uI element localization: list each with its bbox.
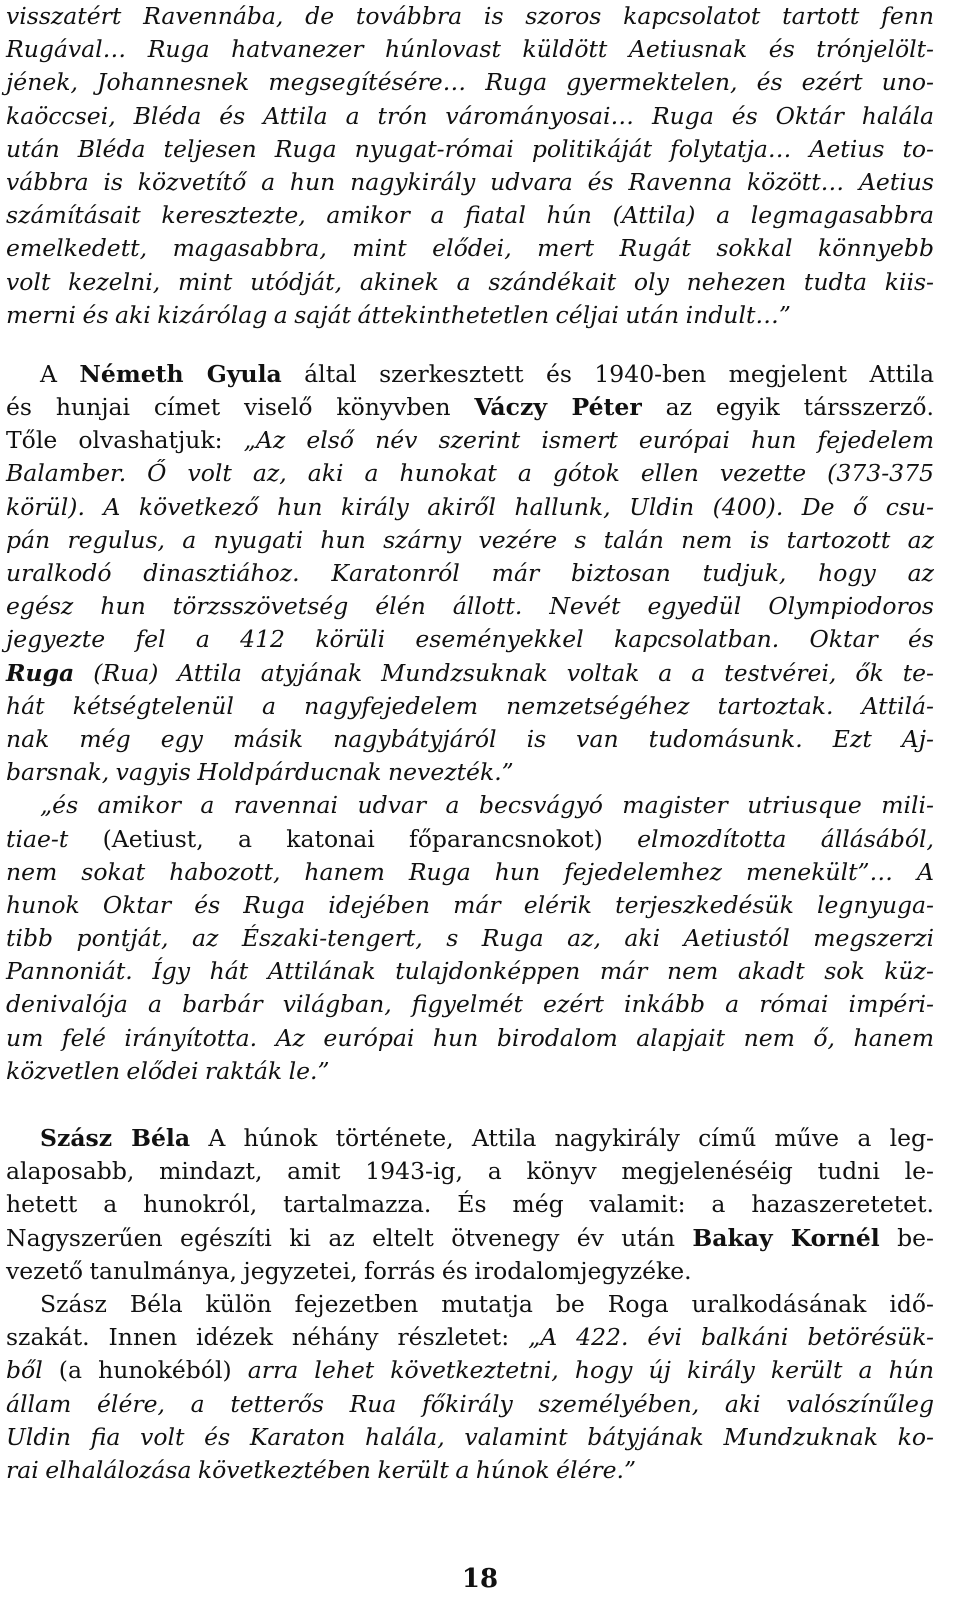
page-number: 18 bbox=[461, 1564, 499, 1594]
text-line: „és amikor a ravennai udvar a becsvágyó magister utriusque mili- bbox=[40, 791, 934, 820]
text-run: szakát. Innen idézek néhány részletet: bbox=[6, 1323, 529, 1352]
text-line: um felé irányította. Az európai hun birodalom alapjait nem ő, hanem bbox=[6, 1023, 934, 1052]
text-run: tiae-t bbox=[6, 824, 103, 853]
author-name: Németh Gyula bbox=[79, 359, 282, 388]
nemeth-paragraph bbox=[6, 358, 934, 789]
text-line: merni és aki kizárólag a saját áttekinthetetlen céljai után indult…” bbox=[6, 300, 791, 329]
text-run: (a hunokéból) bbox=[42, 1356, 248, 1385]
text-line: hát kétségtelenül a nagyfejedelem nemzetségéhez tartoztak. Attilá- bbox=[6, 691, 934, 720]
text-line bbox=[6, 358, 934, 391]
text-run: (Rua) Attila atyjának Mundzsuknak voltak a a testvérei, ők te- bbox=[74, 658, 934, 687]
text-run: elmozdította állásából, bbox=[602, 824, 935, 853]
text-line bbox=[6, 823, 934, 856]
quote-paragraph-1 bbox=[6, 0, 934, 332]
text-line: barsnak, vagyis Holdpárducnak nevezték.” bbox=[6, 758, 514, 787]
text-run: és hunjai címet viselő könyvben bbox=[6, 393, 475, 422]
text-line: körül). A következő hun király akiről hallunk, Uldin (400). De ő csu- bbox=[6, 492, 934, 521]
paragraph-spacer bbox=[6, 1088, 934, 1122]
highlighted-name: Ruga bbox=[6, 658, 75, 687]
text-line bbox=[6, 657, 934, 690]
document-page bbox=[6, 0, 934, 1487]
text-line: kaöccsei, Bléda és Attila a trón várományosai… Ruga és Oktár halála bbox=[6, 101, 934, 130]
text-run: ből bbox=[6, 1356, 43, 1385]
text-line bbox=[6, 1354, 934, 1387]
text-line: visszatért Ravennába, de továbbra is szoros kapcsolatot tartott fenn bbox=[6, 2, 934, 30]
text-line: Pannoniát. Így hát Attilának tulajdonképpen már nem akadt sok küz- bbox=[6, 957, 934, 986]
text-line: vezető tanulmánya, jegyzetei, forrás és irodalomjegyzéke. bbox=[6, 1256, 692, 1285]
text-line: után Bléda teljesen Ruga nyugat-római politikáját folytatja… Aetius to- bbox=[6, 134, 934, 163]
text-line: közvetlen elődei rakták le.” bbox=[6, 1056, 330, 1085]
text-line: számításait keresztezte, amikor a fiatal hún (Attila) a legmagasabbra bbox=[6, 201, 934, 230]
text-line: alaposabb, mindazt, amit 1943-ig, a könyv megjelenéséig tudni le- bbox=[6, 1157, 934, 1186]
text-line: egész hun törzsszövetség élén állott. Nevét egyedül Olympiodoros bbox=[6, 592, 934, 621]
text-line: vábbra is közvetítő a hun nagykirály udvara és Ravenna között… Aetius bbox=[6, 167, 934, 196]
text-line: volt kezelni, mint utódját, akinek a szándékait oly nehezen tudta kiis- bbox=[6, 267, 934, 296]
quote-run: „Az első név szerint ismert európai hun fejedelem bbox=[243, 426, 934, 455]
roga-paragraph bbox=[6, 1288, 934, 1487]
text-line: hetett a hunokról, tartalmazza. És még valamit: a hazaszeretetet. bbox=[6, 1190, 934, 1219]
text-run: által szerkesztett és 1940-ben megjelent Attila bbox=[281, 359, 934, 388]
text-line: emelkedett, magasabbra, mint elődei, mert Rugát sokkal könnyebb bbox=[6, 234, 934, 263]
text-line bbox=[6, 1222, 934, 1255]
text-run: be- bbox=[879, 1223, 934, 1252]
text-line: uralkodó dinasztiához. Karatonról már biztosan tudjuk, hogy az bbox=[6, 559, 934, 587]
text-line: Balamber. Ő volt az, aki a hunokat a gótok ellen vezette (373-375 bbox=[6, 459, 934, 488]
text-line bbox=[6, 1122, 934, 1155]
text-line: nem sokat habozott, hanem Ruga hun fejedelemhez menekült”… A bbox=[6, 857, 934, 886]
quote-run: „A 422. évi balkáni betörésük- bbox=[528, 1323, 935, 1352]
text-run: A bbox=[40, 359, 80, 388]
text-line: jegyezte fel a 412 körüli eseményekkel kapcsolatban. Oktar és bbox=[6, 625, 934, 654]
text-line: jének, Johannesnek megsegítésére… Ruga gyermektelen, és ezért uno- bbox=[6, 68, 934, 97]
szasz-paragraph bbox=[6, 1122, 934, 1288]
text-run: (Aetiust, a katonai főparancsnokot) bbox=[102, 824, 603, 853]
text-run: Tőle olvashatjuk: bbox=[6, 426, 244, 455]
text-line: denivalója a barbár világban, figyelmét ezért inkább a római impéri- bbox=[6, 990, 934, 1019]
author-name: Bakay Kornél bbox=[692, 1223, 880, 1252]
text-line bbox=[6, 391, 934, 424]
text-run: arra lehet következtetni, hogy új király került a hún bbox=[247, 1356, 934, 1385]
author-name: Szász Béla bbox=[40, 1124, 191, 1152]
text-line bbox=[6, 1321, 934, 1354]
author-name: Váczy Péter bbox=[474, 393, 642, 422]
text-line: tibb pontját, az Északi-tengert, s Ruga az, aki Aetiustól megszerzi bbox=[6, 924, 934, 953]
text-line: nak még egy másik nagybátyjáról is van tudomásunk. Ezt Aj- bbox=[6, 724, 934, 753]
text-run: az egyik társszerző. bbox=[641, 393, 934, 422]
text-run: Nagyszerűen egészíti ki az eltelt ötvenegy év után bbox=[6, 1223, 693, 1252]
text-line: állam élére, a tetterős Rua főkirály személyében, aki valószínűleg bbox=[6, 1389, 934, 1418]
text-run: A húnok története, Attila nagykirály című műve a leg- bbox=[190, 1124, 934, 1152]
text-line: pán regulus, a nyugati hun szárny vezére s talán nem is tartozott az bbox=[6, 525, 934, 554]
text-line: hunok Oktar és Ruga idejében már elérik terjeszkedésük legnyuga- bbox=[6, 890, 934, 919]
text-line bbox=[6, 424, 934, 457]
paragraph-spacer bbox=[6, 332, 934, 358]
text-line: rai elhalálozása következtében került a húnok élére.” bbox=[6, 1455, 637, 1484]
text-line: Szász Béla külön fejezetben mutatja be Roga uralkodásának idő- bbox=[40, 1289, 934, 1318]
quote-paragraph-2 bbox=[6, 789, 934, 1088]
text-line: Rugával… Ruga hatvanezer húnlovast küldött Aetiusnak és trónjelölt- bbox=[6, 35, 934, 64]
text-line: Uldin fia volt és Karaton halála, valamint bátyjának Mundzuknak ko- bbox=[6, 1422, 934, 1451]
